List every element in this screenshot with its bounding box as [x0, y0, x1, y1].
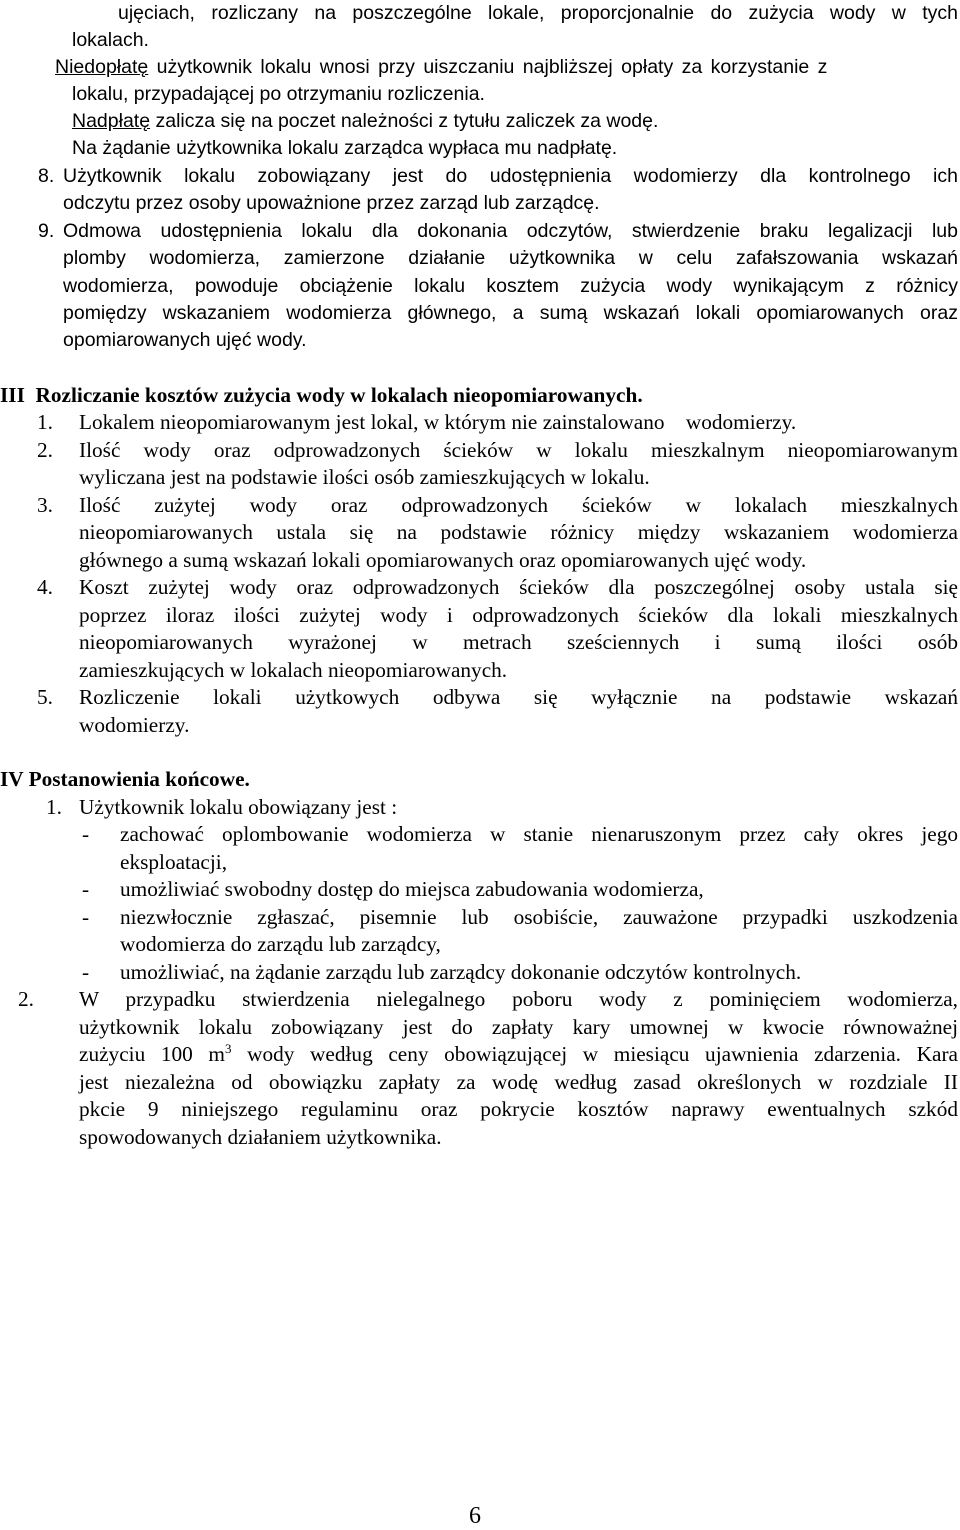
item-9-line: pomiędzy wskazaniem wodomierza głównego, a sumą wskazań lokali opomiarowanych oraz [63, 302, 958, 324]
bullet-dash: - [82, 905, 90, 929]
bullet-dash: - [82, 822, 90, 846]
section-4-item-2-line: jest niezależna od obowiązku zapłaty za wodę według zasad określonych w rozdziale II [79, 1070, 958, 1094]
bullet-line: wodomierza do zarządu lub zarządcy, [120, 932, 441, 956]
item-8-line: odczytu przez osoby upoważnione przez zarząd lub zarządcę. [63, 192, 600, 214]
overpayment-text: zalicza się na poczet należności z tytułu zaliczek za wodę. [150, 110, 659, 132]
section-3-item-line: głównego a sumą wskazań lokali opomiarowanych oraz opomiarowanych ujęć wody. [79, 548, 807, 572]
item-9-number: 9. [38, 220, 55, 242]
item-9-line: plomby wodomierza, zamierzone działanie użytkownika w celu zafałszowania wskazań [63, 247, 958, 269]
underpayment-line-2: lokalu, przypadającej po otrzymaniu rozliczenia. [72, 83, 485, 105]
section-3-heading: III Rozliczanie kosztów zużycia wody w lokalach nieopomiarowanych. [0, 383, 643, 407]
section-3-item-line: wodomierzy. [79, 713, 190, 737]
section-3-item-line: Ilość wody oraz odprowadzonych ścieków w lokalu mieszkalnym nieopomiarowanym [79, 438, 958, 462]
section-4-item-1-number: 1. [46, 795, 62, 819]
bullet-dash: - [82, 960, 90, 984]
refund-line: Na żądanie użytkownika lokalu zarządca wypłaca mu nadpłatę. [72, 137, 618, 159]
item-9-line: opomiarowanych ujęć wody. [63, 329, 307, 351]
continuation-line: lokalach. [72, 29, 149, 51]
section-3-item-line: zamieszkujących w lokalach nieopomiarowanych. [79, 658, 508, 682]
section-3-item-number: 4. [37, 575, 53, 599]
overpayment-term: Nadpłatę [72, 110, 151, 132]
volume-text-rest: wody według ceny obowiązującej w miesiącu ujawnienia zdarzenia. Kara [231, 1042, 958, 1066]
section-3-item-number: 1. [37, 410, 53, 434]
section-3-item-line: poprzez iloraz ilości zużytej wody i odprowadzonych ścieków dla lokali mieszkalnych [79, 603, 958, 627]
section-3-item-line: nieopomiarowanych wyrażonej w metrach sześciennych i sumą ilości osób [79, 630, 958, 654]
bullet-dash: - [82, 877, 90, 901]
item-8-number: 8. [38, 165, 55, 187]
bullet-line: umożliwiać, na żądanie zarządu lub zarządcy dokonanie odczytów kontrolnych. [120, 960, 802, 984]
underpayment-line [55, 54, 960, 81]
overpayment-line [72, 108, 658, 135]
item-9-line: wodomierza, powoduje obciążenie lokalu kosztem zużycia wody wynikającym z różnicy [63, 275, 958, 297]
bullet-line: eksploatacji, [120, 850, 228, 874]
section-3-item-number: 2. [37, 438, 53, 462]
section-3-item-number: 5. [37, 685, 53, 709]
section-4-item-2-line: W przypadku stwierdzenia nielegalnego poboru wody z pominięciem wodomierza, [79, 987, 958, 1011]
bullet-line: niezwłocznie zgłaszać, pisemnie lub osobiście, zauważone przypadki uszkodzenia [120, 905, 958, 929]
underpayment-text: użytkownik lokalu wnosi przy uiszczaniu najbliższej opłaty za korzystanie z [148, 56, 828, 78]
section-3-item-line: Rozliczenie lokali użytkowych odbywa się wyłącznie na podstawie wskazań [79, 685, 958, 709]
section-4-item-2-number: 2. [18, 987, 34, 1011]
section-3-item-line: Koszt zużytej wody oraz odprowadzonych ścieków dla poszczególnej osoby ustala się [79, 575, 958, 599]
section-3-item-line: nieopomiarowanych ustala się na podstawie różnicy między wskazaniem wodomierza [79, 520, 958, 544]
volume-text: zużyciu 100 m [79, 1042, 225, 1066]
item-8-line: Użytkownik lokalu zobowiązany jest do udostępnienia wodomierzy dla kontrolnego ich [63, 165, 958, 187]
section-4-heading: IV Postanowienia końcowe. [0, 767, 250, 791]
continuation-line: ujęciach, rozliczany na poszczególne lokale, proporcjonalnie do zużycia wody w tych [118, 2, 958, 24]
section-4-item-2-line [79, 1041, 958, 1068]
item-9-line: Odmowa udostępnienia lokalu dla dokonania odczytów, stwierdzenie braku legalizacji lub [63, 220, 958, 242]
page-number: 6 [469, 1503, 481, 1529]
underpayment-term: Niedopłatę [55, 56, 149, 78]
section-4-item-2-line: użytkownik lokalu zobowiązany jest do zapłaty kary umownej w kwocie równoważnej [79, 1015, 958, 1039]
section-3-item-line: wyliczana jest na podstawie ilości osób zamieszkujących w lokalu. [79, 465, 650, 489]
section-3-item-number: 3. [37, 493, 53, 517]
section-4-item-1-text: Użytkownik lokalu obowiązany jest : [79, 795, 398, 819]
bullet-line: zachować oplombowanie wodomierza w stanie nienaruszonym przez cały okres jego [120, 822, 958, 846]
bullet-line: umożliwiać swobodny dostęp do miejsca zabudowania wodomierza, [120, 877, 704, 901]
section-4-item-2-line: pkcie 9 niniejszego regulaminu oraz pokrycie kosztów naprawy ewentualnych szkód [79, 1097, 958, 1121]
section-4-item-2-line: spowodowanych działaniem użytkownika. [79, 1125, 442, 1149]
cubic-superscript: 3 [224, 1040, 232, 1056]
section-3-item-line: Lokalem nieopomiarowanym jest lokal, w którym nie zainstalowano wodomierzy. [79, 410, 797, 434]
section-3-item-line: Ilość zużytej wody oraz odprowadzonych ścieków w lokalach mieszkalnych [79, 493, 958, 517]
